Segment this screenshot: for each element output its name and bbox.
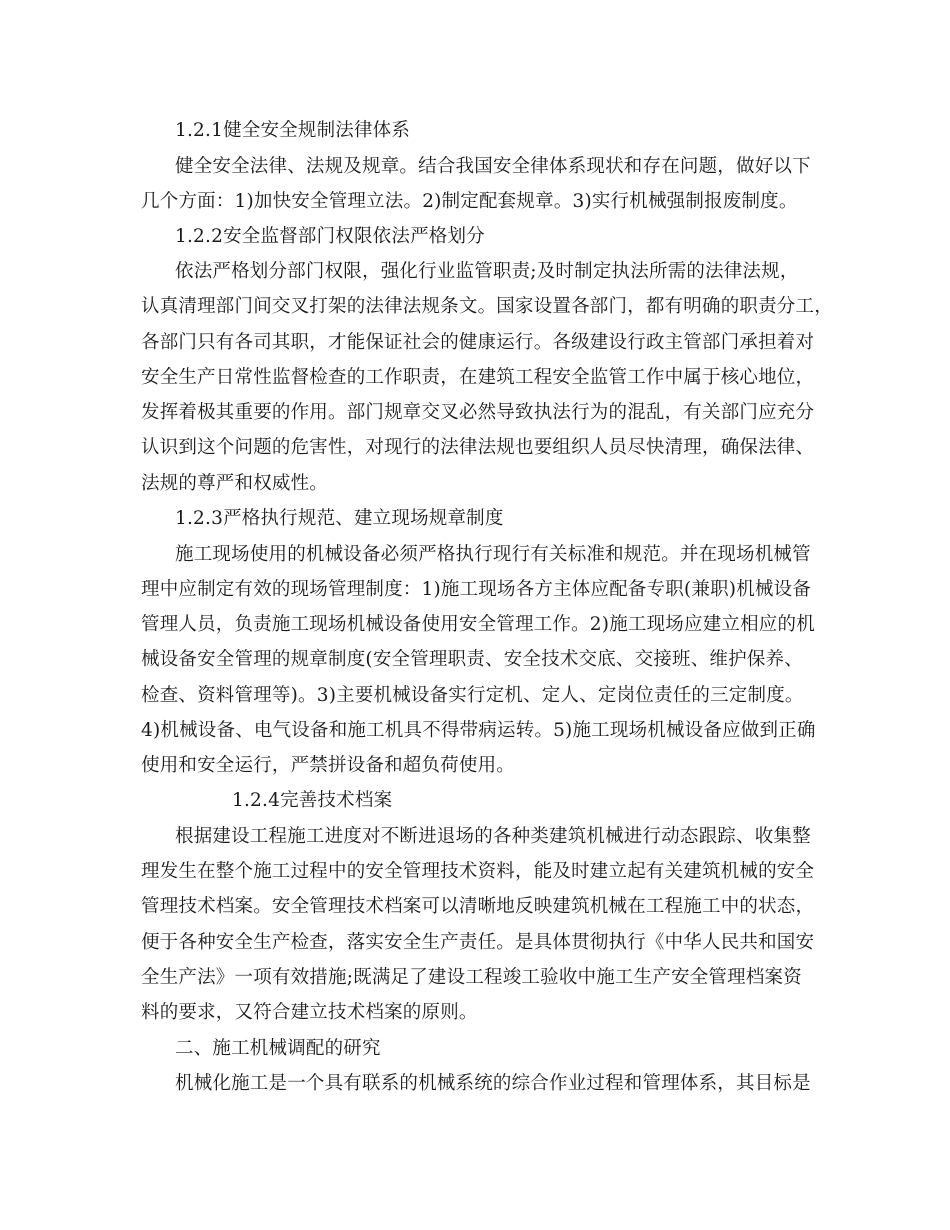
paragraph-line: 机械化施工是一个具有联系的机械系统的综合作业过程和管理体系，其目标是 xyxy=(175,1073,811,1094)
paragraph-line: 械设备安全管理的规章制度(安全管理职责、安全技术交底、交接班、维护保养、 xyxy=(141,649,803,670)
paragraph-line: 各部门只有各司其职，才能保证社会的健康运行。各级建设行政主管部门承担着对 xyxy=(141,332,815,353)
paragraph-line: 理发生在整个施工过程中的安全管理技术资料，能及时建立起有关建筑机械的安全 xyxy=(141,861,815,882)
section-heading-1-2-3: 1.2.3严格执行规范、建立现场规章制度 xyxy=(175,508,504,529)
paragraph-line: 检查、资料管理等)。3)主要机械设备实行定机、定人、定岗位责任的三定制度。 xyxy=(141,685,804,706)
section-heading-2: 二、施工机械调配的研究 xyxy=(175,1038,381,1059)
paragraph-line: 法规的尊严和权威性。 xyxy=(141,473,329,494)
paragraph-line: 健全安全法律、法规及规章。结合我国安全律体系现状和存在问题，做好以下 xyxy=(175,156,811,177)
section-heading-1-2-4: 1.2.4完善技术档案 xyxy=(232,790,393,811)
paragraph-line: 根据建设工程施工进度对不断进退场的各种类建筑机械进行动态跟踪、收集整 xyxy=(175,826,811,847)
paragraph-line: 依法严格划分部门权限，强化行业监管职责;及时制定执法所需的法律法规， xyxy=(175,261,799,282)
paragraph-line: 全生产法》一项有效措施;既满足了建设工程竣工验收中施工生产安全管理档案资 xyxy=(141,967,802,988)
paragraph-line: 安全生产日常性监督检查的工作职责，在建筑工程安全监管工作中属于核心地位， xyxy=(141,367,815,388)
paragraph-line: 几个方面：1)加快安全管理立法。2)制定配套规章。3)实行机械强制报废制度。 xyxy=(141,191,798,212)
paragraph-line: 管理技术档案。安全管理技术档案可以清晰地反映建筑机械在工程施工中的状态， xyxy=(141,896,815,917)
section-heading-1-2-1: 1.2.1健全安全规制法律体系 xyxy=(175,120,411,141)
paragraph-line: 便于各种安全生产检查，落实安全生产责任。是具体贯彻执行《中华人民共和国安 xyxy=(141,932,815,953)
section-heading-1-2-2: 1.2.2安全监督部门权限依法严格划分 xyxy=(175,226,485,247)
paragraph-line: 料的要求，又符合建立技术档案的原则。 xyxy=(141,1002,478,1023)
paragraph-line: 理中应制定有效的现场管理制度：1)施工现场各方主体应配备专职(兼职)机械设备 xyxy=(141,579,812,600)
paragraph-line: 发挥着极其重要的作用。部门规章交叉必然导致执法行为的混乱，有关部门应充分 xyxy=(141,402,815,423)
paragraph-line: 施工现场使用的机械设备必须严格执行现行有关标准和规范。并在现场机械管 xyxy=(175,544,811,565)
paragraph-line: 4)机械设备、电气设备和施工机具不得带病运转。5)施工现场机械设备应做到正确 xyxy=(141,720,816,741)
paragraph-line: 认识到这个问题的危害性，对现行的法律法规也要组织人员尽快清理，确保法律、 xyxy=(141,437,815,458)
paragraph-line: 管理人员，负责施工现场机械设备使用安全管理工作。2)施工现场应建立相应的机 xyxy=(141,614,815,635)
paragraph-line: 认真清理部门间交叉打架的法律法规条文。国家设置各部门，都有明确的职责分工， xyxy=(141,296,833,317)
paragraph-line: 使用和安全运行，严禁拼设备和超负荷使用。 xyxy=(141,755,516,776)
